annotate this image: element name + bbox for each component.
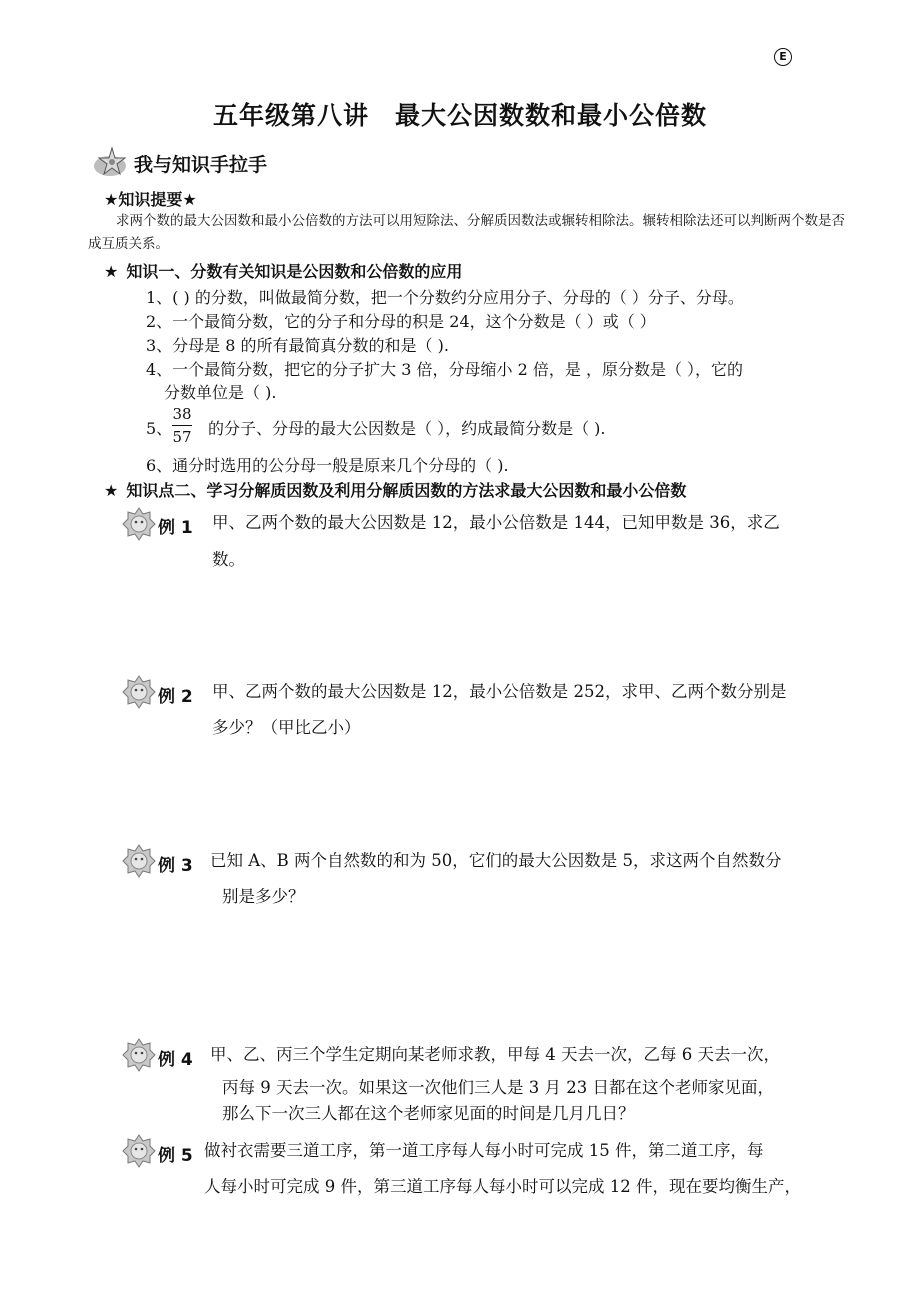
- fraction-denominator: 57: [172, 428, 192, 447]
- example-3-line-2: 别是多少？: [222, 887, 305, 906]
- example-3-label: 例 3: [158, 856, 193, 876]
- fraction-bar: [172, 425, 192, 426]
- knowledge-one-heading: [104, 259, 462, 282]
- page-title: 五年级第八讲 最大公因数数和最小公倍数: [212, 101, 707, 130]
- knowledge-two-heading-text: 知识点二、学习分解质因数及利用分解质因数的方法求最大公因数和最小公倍数: [126, 481, 687, 500]
- question-2: 2、一个最简分数，它的分子和分母的积是 24，这个分数是（ ）或（ ）: [146, 312, 656, 331]
- fraction-38-57: [172, 404, 192, 447]
- example-badge-icon: [122, 1134, 156, 1168]
- example-5-line-2: 人每小时可完成 9 件，第三道工序每人每小时可以完成 12 件，现在要均衡生产，: [204, 1177, 801, 1196]
- question-3: 3、分母是 8 的所有最简真分数的和是（ ).: [146, 336, 449, 355]
- example-badge-icon: [122, 844, 156, 878]
- example-4-line-3: 那么下一次三人都在这个老师家见面的时间是几月几日？: [222, 1104, 635, 1123]
- example-4-line-1: 甲、乙、丙三个学生定期向某老师求教，甲每 4 天去一次，乙每 6 天去一次，: [210, 1045, 780, 1064]
- example-badge-icon: [122, 1038, 156, 1072]
- knowledge-one-heading-text: 知识一、分数有关知识是公因数和公倍数的应用: [126, 262, 463, 281]
- example-5-line-1: 做衬衣需要三道工序，第一道工序每人每小时可完成 15 件，第二道工序，每: [204, 1141, 764, 1160]
- question-6: 6、通分时选用的公分母一般是原来几个分母的（ ).: [146, 456, 509, 475]
- example-3-line-1: 已知 A、B 两个自然数的和为 50，它们的最大公因数是 5，求这两个自然数分: [210, 851, 782, 870]
- section-title: 我与知识手拉手: [134, 154, 268, 176]
- question-1: 1、( ) 的分数，叫做最简分数，把一个分数约分应用分子、分母的（ ）分子、分母。: [146, 288, 744, 307]
- example-1-line-2: 数。: [212, 550, 245, 569]
- fraction-numerator: 38: [172, 405, 192, 423]
- example-badge-icon: [122, 507, 156, 541]
- question-4: 4、一个最简分数，把它的分子扩大 3 倍，分母缩小 2 倍，是 ，原分数是（ ），它的: [146, 360, 744, 379]
- question-4-continued: 分数单位是（ ).: [164, 383, 277, 402]
- summary-text: 求两个数的最大公因数和最小公倍数的方法可以用短除法、分解质因数法或辗转相除法。辗转相除法还可以判断两个数是否成互质关系。: [88, 213, 845, 252]
- example-4-label: 例 4: [158, 1050, 193, 1070]
- summary-heading: ★知识提要★: [104, 190, 197, 209]
- question-5: 的分子、分母的最大公因数是（ ），约成最简分数是（ ).: [208, 419, 606, 438]
- example-badge-icon: [122, 675, 156, 709]
- example-4-line-2: 丙每 9 天去一次。如果这一次他们三人是 3 月 23 日都在这个老师家见面，: [222, 1078, 774, 1097]
- star-icon: ★: [104, 481, 119, 500]
- star-icon: ★: [104, 262, 119, 281]
- star-badge-icon: [92, 146, 128, 178]
- example-5-label: 例 5: [158, 1146, 193, 1166]
- example-1-label: 例 1: [158, 518, 193, 538]
- example-2-line-2: 多少？（甲比乙小）: [212, 718, 361, 737]
- knowledge-two-heading: [104, 478, 686, 501]
- example-2-line-1: 甲、乙两个数的最大公因数是 12，最小公倍数是 252，求甲、乙两个数分别是: [212, 682, 787, 701]
- question-5-number: 5、: [146, 419, 173, 438]
- corner-mark: E: [774, 48, 792, 66]
- example-2-label: 例 2: [158, 687, 193, 707]
- example-1-line-1: 甲、乙两个数的最大公因数是 12，最小公倍数是 144，已知甲数是 36，求乙: [212, 513, 780, 532]
